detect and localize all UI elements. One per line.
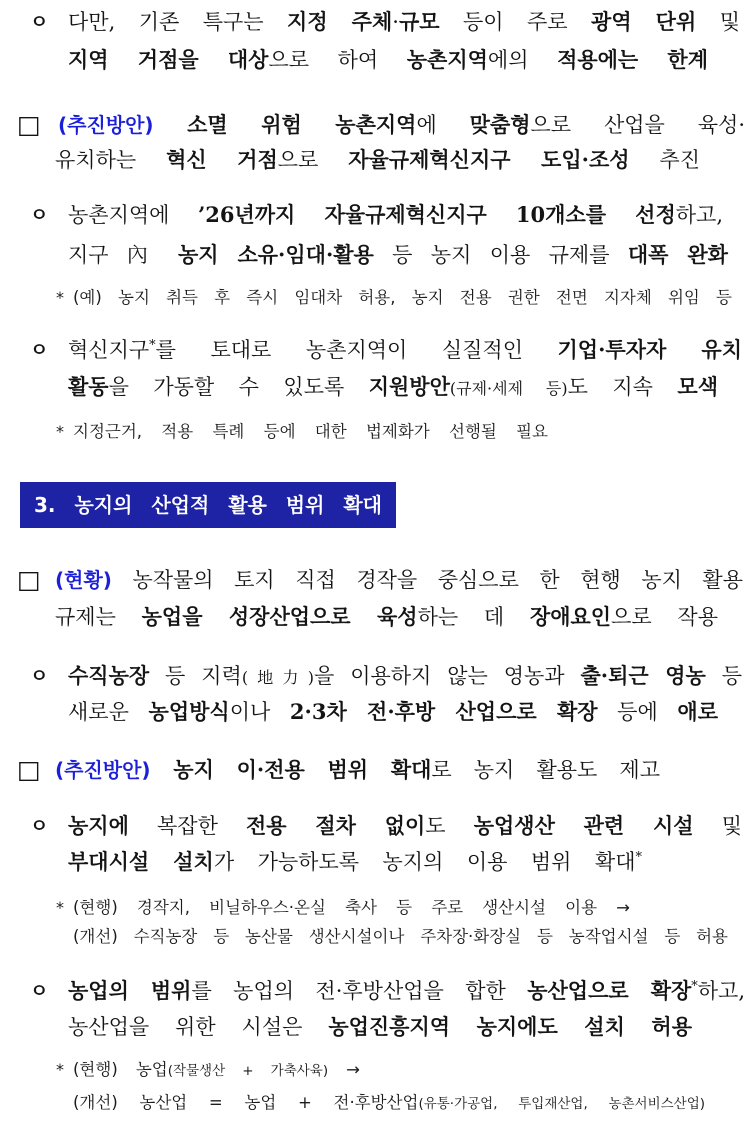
footnote	[73, 1058, 360, 1082]
text-run: 을 가동할 수 있도록	[108, 375, 369, 399]
footnote-ref: *	[691, 979, 698, 994]
footnote-marker: *	[56, 1060, 64, 1079]
square-bullet-icon: □	[17, 755, 41, 784]
bullet-line	[68, 661, 742, 691]
footnote-marker: *	[56, 898, 64, 917]
text-run: (개선) 농산업 = 농업 + 전·후방산업	[73, 1093, 419, 1112]
footnote: (개선) 수직농장 등 농산물 생산시설이나 주차장·화장실 등 농작업시설 등 허용	[73, 927, 728, 946]
emphasis-run: 혁신 거점	[166, 147, 278, 172]
text-run: 추진	[629, 148, 700, 172]
bullet-line	[55, 602, 718, 632]
square-bullet-icon: □	[17, 565, 41, 594]
emphasis-run: 모색	[677, 374, 718, 399]
text-run: 새로운	[68, 700, 149, 724]
square-bullet-icon: □	[17, 110, 41, 139]
emphasis-run: 농업을 성장산업으로 육성	[141, 604, 418, 629]
emphasis-run: 소멸 위험 농촌지역	[153, 112, 417, 137]
bullet-line	[68, 7, 740, 37]
text-run: 등 농지 이용 규제를	[373, 243, 628, 267]
parenthetical-run: (地力)	[241, 668, 315, 687]
section-heading: 3. 농지의 산업적 활용 범위 확대	[34, 493, 382, 517]
text-run: 및	[693, 814, 742, 838]
category-label: (추진방안)	[58, 113, 154, 137]
emphasis-run: 전용 절차 없이	[246, 813, 426, 838]
text-run: 유치하는	[55, 148, 167, 172]
text-run: 으로	[277, 148, 349, 172]
footnote: (현행) 경작지, 비닐하우스·온실 축사 등 주로 생산시설 이용 →	[73, 898, 630, 917]
circle-bullet-icon: ㅇ	[30, 11, 49, 33]
text-run: 으로 하여	[268, 48, 407, 72]
emphasis-run: 기업·투자자 유치	[557, 337, 742, 362]
text-run: 도 지속	[567, 375, 678, 399]
emphasis-run: 농산업으로 확장	[527, 978, 692, 1003]
emphasis-run: 부대시설 설치	[68, 849, 214, 874]
bullet-line	[58, 110, 745, 140]
emphasis-run: 농업생산 관련 시설	[473, 813, 694, 838]
text-run: 으로 작용	[611, 605, 718, 629]
emphasis-run: 농지에	[68, 813, 129, 838]
emphasis-run: 농촌지역	[406, 47, 488, 72]
text-run: (현행) 농업	[73, 1060, 168, 1079]
emphasis-run: 농업진흥지역 농지에도 설치 허용	[328, 1014, 692, 1039]
emphasis-run: 농업방식	[148, 699, 230, 724]
text-run: 등이 주로	[439, 10, 592, 34]
emphasis-run: 농업의 범위	[68, 978, 192, 1003]
circle-bullet-icon: ㅇ	[30, 815, 49, 837]
footnote: (예) 농지 취득 후 즉시 임대차 허용, 농지 전용 권한 전면 지자체 위임 등	[73, 288, 732, 307]
text-run: →	[328, 1060, 360, 1079]
text-run: 규제는	[55, 605, 142, 629]
emphasis-run: 수직농장	[68, 663, 150, 688]
text-run: 하고,	[697, 979, 746, 1003]
parenthetical-run: (규제·세제 등)	[449, 379, 568, 398]
bullet-line	[55, 565, 743, 595]
footnote	[73, 1091, 705, 1115]
bullet-line	[68, 976, 745, 1006]
footnote-ref: *	[635, 850, 642, 865]
emphasis-run: 농지 소유·임대·활용	[177, 242, 374, 267]
emphasis-run: 자율규제혁신지구 도입·조성	[348, 147, 630, 172]
emphasis-run: 지원방안	[368, 374, 450, 399]
text-run: 농촌지역에	[68, 203, 198, 227]
circle-bullet-icon: ㅇ	[30, 665, 49, 687]
text-run: 이나	[229, 700, 290, 724]
footnote: 지정근거, 적용 특례 등에 대한 법제화가 선행될 필요	[73, 422, 548, 441]
text-run: 에	[416, 113, 470, 137]
text-run: 로 농지 활용도 제고	[431, 758, 660, 782]
circle-bullet-icon: ㅇ	[30, 339, 49, 361]
bullet-line	[68, 697, 718, 727]
text-run: 으로 산업을 육성·	[530, 113, 745, 137]
emphasis-run: 출·퇴근 영농	[580, 663, 706, 688]
bullet-line	[55, 755, 660, 785]
emphasis-run: 규모	[398, 9, 440, 34]
text-run: 복잡한	[128, 814, 246, 838]
text-run: 농작물의 토지 직접 경작을 중심으로 한 현행 농지 활용	[111, 568, 743, 592]
text-run: 하는 데	[417, 605, 530, 629]
bullet-line	[68, 1012, 692, 1042]
text-run: 등에	[597, 700, 678, 724]
footnote-marker: *	[56, 288, 64, 307]
bullet-line	[68, 811, 742, 841]
circle-bullet-icon: ㅇ	[30, 204, 49, 226]
circle-bullet-icon: ㅇ	[30, 980, 49, 1002]
category-label: (추진방안)	[55, 758, 151, 782]
emphasis-run: 농지 이·전용 범위 확대	[150, 757, 432, 782]
emphasis-run: 대폭 완화	[627, 242, 728, 267]
text-run: 지구 內	[68, 243, 178, 267]
bullet-line	[68, 45, 708, 75]
emphasis-run: 맞춤형	[469, 112, 531, 137]
parenthetical-run: (작물생산 + 가축사육)	[167, 1063, 329, 1079]
text-run: 및	[696, 10, 740, 34]
emphasis-run: 광역 단위	[591, 9, 697, 34]
text-run: 농산업을 위한 시설은	[68, 1015, 329, 1039]
emphasis-run: 적용에는 한계	[557, 47, 708, 72]
emphasis-run: 2·3차 전·후방 산업으로 확장	[289, 699, 598, 724]
bullet-line	[68, 335, 742, 365]
text-run: 하고,	[675, 203, 723, 227]
section-heading-band	[20, 482, 396, 528]
text-run: 를 토대로 농촌지역이 실질적인	[155, 338, 558, 362]
category-label: (현황)	[55, 568, 112, 592]
bullet-line	[68, 847, 642, 877]
text-run: 등	[705, 664, 742, 688]
text-run: 가 가능하도록 농지의 이용 범위 확대	[213, 850, 636, 874]
text-run: 다만, 기존 특구는	[68, 10, 288, 34]
emphasis-run: 활동	[68, 374, 109, 399]
emphasis-run: 장애요인	[529, 604, 612, 629]
text-run: 을 이용하지 않는 영농과	[314, 664, 581, 688]
text-run: 를 농업의 전·후방산업을 합한	[191, 979, 528, 1003]
emphasis-run: ’26년까지 자율규제혁신지구 10개소를 선정	[197, 202, 676, 227]
text-run: 에의	[487, 48, 558, 72]
text-run: 혁신지구	[68, 338, 150, 362]
emphasis-run: 지역 거점을 대상	[68, 47, 269, 72]
text-run: ·	[392, 10, 399, 34]
text-run: 도	[425, 814, 474, 838]
emphasis-run: 애로	[677, 699, 718, 724]
emphasis-run: 지정 주체	[287, 9, 393, 34]
footnote-ref: *	[149, 338, 156, 353]
parenthetical-run: (유통·가공업, 투입재산업, 농촌서비스산업)	[418, 1096, 706, 1112]
text-run: 등 지력	[149, 664, 242, 688]
bullet-line	[68, 240, 728, 270]
bullet-line	[55, 145, 700, 175]
bullet-line	[68, 200, 723, 230]
bullet-line	[68, 372, 718, 402]
footnote-marker: *	[56, 422, 64, 441]
